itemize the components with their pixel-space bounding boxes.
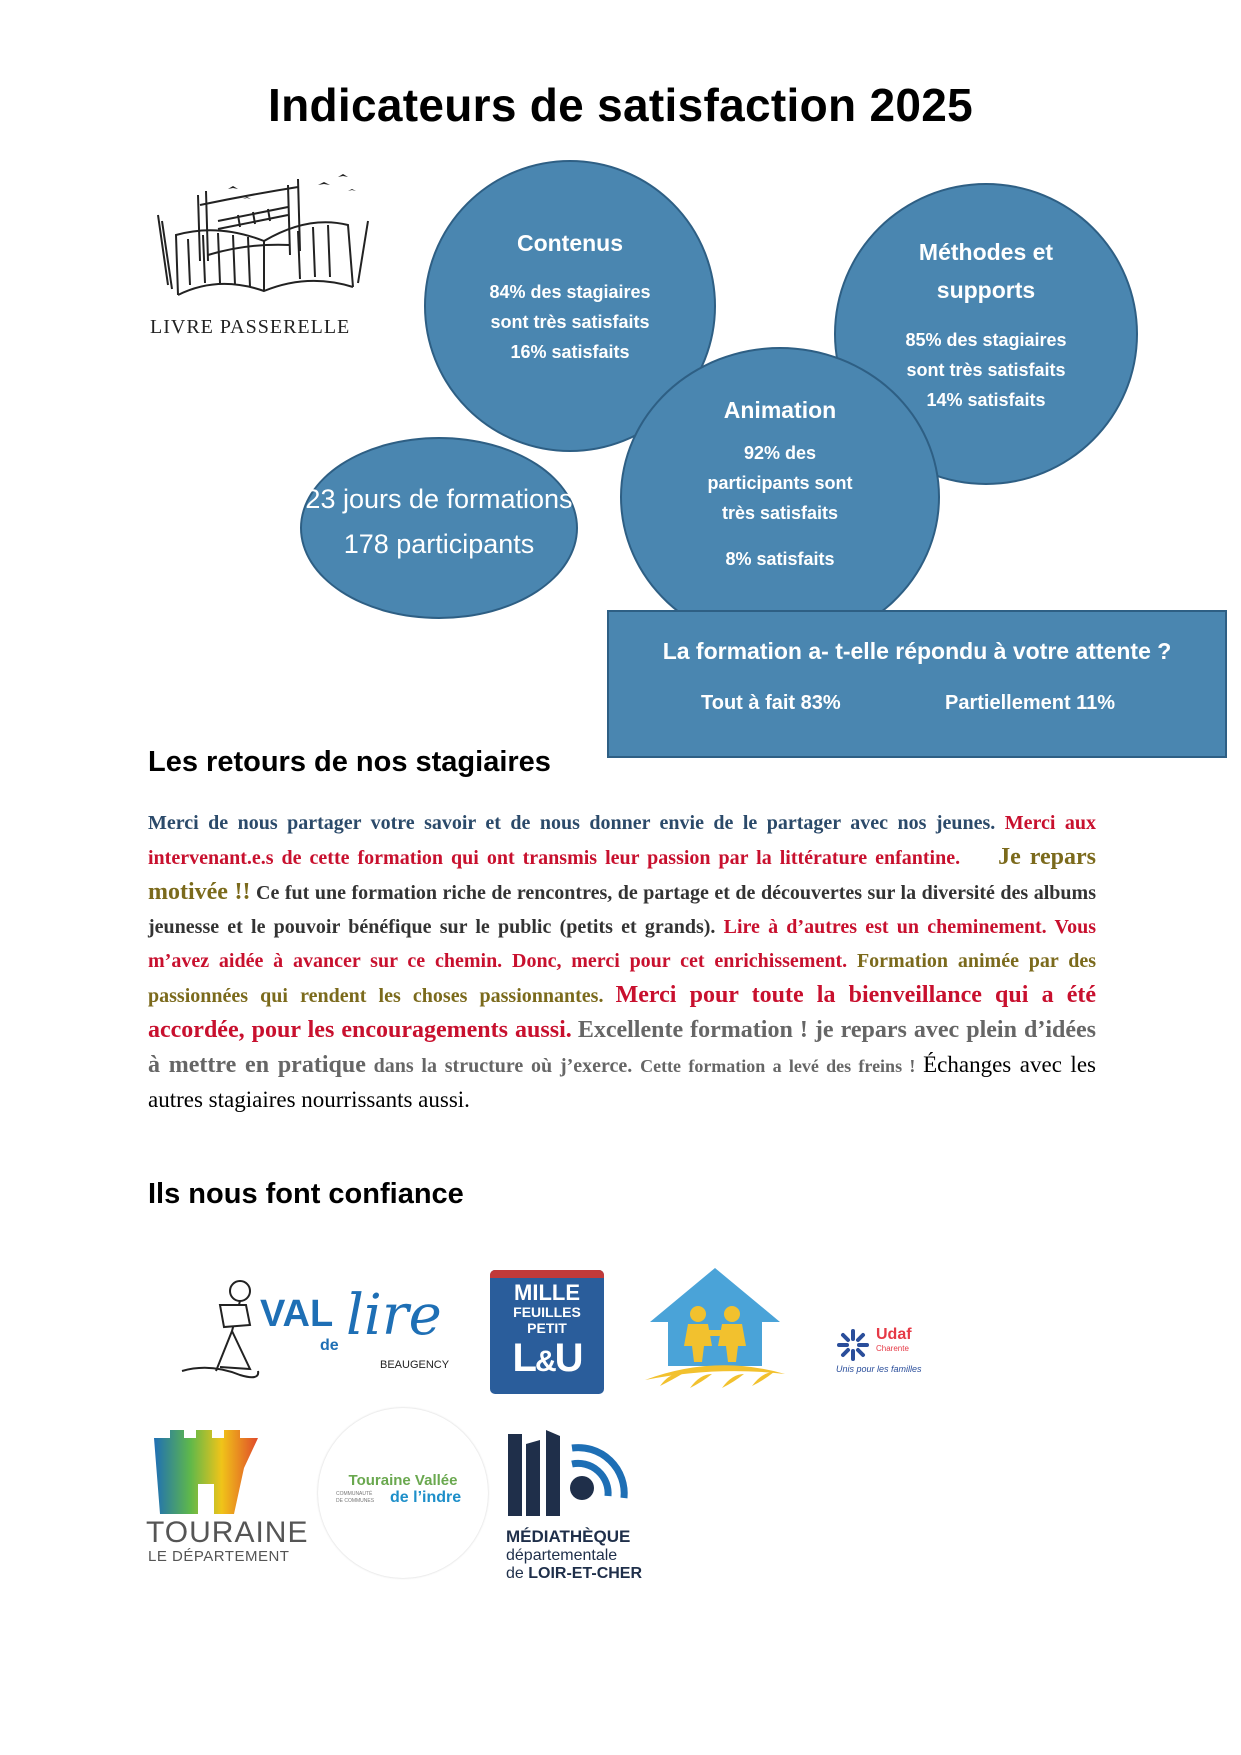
attente-answer-partial: Partiellement 11% bbox=[945, 692, 1116, 714]
methodes-line: 14% satisfaits bbox=[926, 390, 1046, 410]
tvi-small2: DE COMMUNES bbox=[336, 1498, 375, 1504]
open-book-bridge-icon bbox=[148, 165, 380, 305]
feedback-quote: Échanges avec les autres stagiaires nourrissants aussi. bbox=[148, 1052, 1096, 1112]
touraine-sub: LE DÉPARTEMENT bbox=[148, 1548, 290, 1565]
mediatheque-logo bbox=[506, 1428, 646, 1582]
methodes-title-2: supports bbox=[936, 277, 1036, 303]
attente-question: La formation a- t-elle répondu à votre attente ? bbox=[662, 638, 1172, 664]
stats-bubble bbox=[300, 437, 578, 619]
udaf-region: Charente bbox=[876, 1344, 909, 1353]
attente-box bbox=[607, 610, 1227, 758]
val-de-lire-lire: lire bbox=[346, 1283, 442, 1348]
feedback-quote: Cette formation a levé des freins ! bbox=[640, 1056, 916, 1076]
feedback-quote: Excellente formation ! je repars avec plein d’idées à mettre en pratique bbox=[148, 1017, 1096, 1078]
mille-feuilles-u: U bbox=[554, 1336, 582, 1380]
attente-answer-full: Tout à fait 83% bbox=[701, 692, 841, 714]
methodes-title: Méthodes et bbox=[918, 239, 1054, 265]
mediatheque-line2: départementale bbox=[506, 1547, 618, 1564]
mediatheque-books-icon bbox=[506, 1428, 646, 1518]
feedback-quote: Ce fut une formation riche de rencontres, de partage et de découvertes sur la diversité des albums jeunesse et le pouvoir bénéfique sur le public (petits et grands). bbox=[148, 882, 1096, 938]
feedback-quote: Merci aux intervenant.e.s de cette formation qui ont transmis leur passion par la littérature enfantine. bbox=[148, 812, 1097, 869]
reader-figure-icon bbox=[180, 1275, 260, 1385]
udaf-tagline: Unis pour les familles bbox=[836, 1364, 922, 1374]
mille-feuilles-logo bbox=[490, 1270, 604, 1394]
feedback-quote: dans la structure où j’exerce. bbox=[373, 1055, 633, 1077]
tvi-line1: Touraine Vallée bbox=[348, 1472, 458, 1489]
feedback-quote: Merci de nous partager votre savoir et de nous donner envie de le partager avec nos jeunes. bbox=[148, 812, 996, 834]
feedback-quote: Je repars motivée !! bbox=[148, 844, 1096, 905]
touraine-name: TOURAINE bbox=[146, 1516, 309, 1549]
mille-feuilles-line2: FEUILLES bbox=[513, 1304, 581, 1320]
partners-heading: Ils nous font confiance bbox=[148, 1178, 464, 1210]
touraine-castle-icon bbox=[154, 1428, 258, 1516]
contenus-line: 16% satisfaits bbox=[510, 342, 630, 362]
mille-feuilles-amp: & bbox=[534, 1345, 555, 1378]
touraine-departement-logo bbox=[146, 1428, 309, 1568]
feedback-text bbox=[148, 806, 1096, 1118]
animation-extra: 8% satisfaits bbox=[725, 549, 835, 569]
stats-participants: 178 participants bbox=[343, 529, 535, 559]
methodes-line: sont très satisfaits bbox=[906, 360, 1066, 380]
tvi-line2: de l’indre bbox=[390, 1489, 462, 1506]
udaf-name: Udaf bbox=[876, 1326, 912, 1343]
feedback-heading: Les retours de nos stagiaires bbox=[148, 746, 551, 778]
page-title: Indicateurs de satisfaction 2025 bbox=[268, 79, 973, 131]
tvi-small1: COMMUNAUTÉ bbox=[336, 1491, 373, 1497]
contenus-title: Contenus bbox=[516, 230, 624, 256]
mille-feuilles-line1: MILLE bbox=[514, 1280, 580, 1305]
mediatheque-line3-pre: de bbox=[506, 1565, 529, 1582]
feedback-quote: Lire à d’autres est un cheminement. Vous m’avez aidée à avancer sur ce chemin. Donc, merci pour cet enrichissement. bbox=[148, 916, 1096, 972]
animation-line: 92% des bbox=[743, 443, 817, 463]
mille-feuilles-l: L bbox=[512, 1336, 535, 1380]
children-house-logo bbox=[640, 1262, 790, 1402]
feedback-quote: Merci pour toute la bienveillance qui a été accordée, pour les encouragements aussi. bbox=[148, 982, 1097, 1043]
val-de-lire-de: de bbox=[320, 1337, 339, 1354]
animation-line: participants sont bbox=[707, 473, 853, 493]
val-de-lire-city: BEAUGENCY bbox=[380, 1359, 450, 1371]
touraine-vallee-indre-logo bbox=[318, 1408, 488, 1578]
mille-feuilles-line3: PETIT bbox=[527, 1320, 567, 1336]
animation-line: très satisfaits bbox=[721, 503, 839, 523]
livre-passerelle-logo bbox=[148, 165, 380, 340]
mediatheque-line3: LOIR-ET-CHER bbox=[528, 1565, 643, 1582]
animation-bubble bbox=[620, 347, 940, 647]
feedback-quote: Formation animée par des passionnées qui rendent les choses passionnantes. bbox=[148, 950, 1097, 1007]
udaf-star-icon bbox=[836, 1328, 870, 1362]
animation-title: Animation bbox=[723, 397, 837, 423]
book-spine-icon bbox=[490, 1270, 604, 1278]
livre-passerelle-wordmark: LIVRE PASSERELLE bbox=[150, 316, 351, 338]
udaf-logo bbox=[836, 1326, 946, 1376]
contenus-line: 84% des stagiaires bbox=[489, 282, 651, 302]
val-de-lire-logo bbox=[180, 1275, 460, 1395]
mediatheque-line1: MÉDIATHÈQUE bbox=[506, 1527, 631, 1546]
house-children-icon bbox=[640, 1262, 790, 1402]
val-de-lire-val: VAL bbox=[260, 1293, 334, 1335]
contenus-line: sont très satisfaits bbox=[490, 312, 650, 332]
stats-days: 23 jours de formations bbox=[305, 484, 573, 514]
methodes-line: 85% des stagiaires bbox=[905, 330, 1067, 350]
